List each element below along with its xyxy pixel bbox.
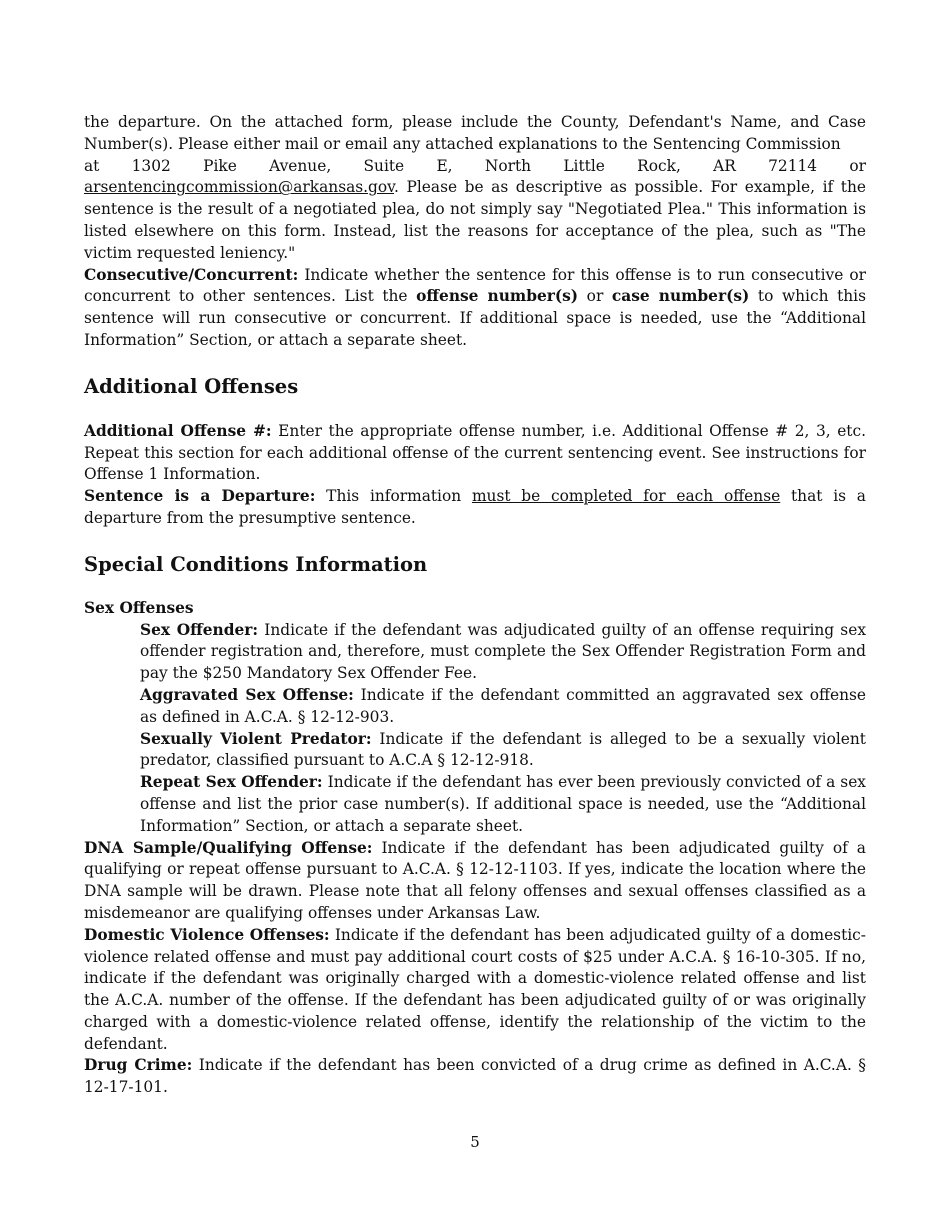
consecutive-concurrent-paragraph bbox=[84, 265, 866, 352]
drug-crime-label: Drug Crime: bbox=[84, 1056, 193, 1075]
sex-offenses-heading: Sex Offenses bbox=[84, 598, 194, 617]
repeat-label: Repeat Sex Offender: bbox=[140, 773, 323, 792]
domestic-violence-text: Indicate if the defendant has been adjudicated guilty of a domestic-violence related offense and must pay additional court costs of $25 under A.C.A. § 16-10-305. If no, indicate if the defendant was originally charged with a domestic-violence related offense and list the A.C.A. number of the offense. If the defendant has been adjudicated guilty of or was originally charged with a domestic-violence related offense, identify the relationship of the victim to the defendant. bbox=[84, 925, 866, 1053]
intro-rest-text: . Please be as descriptive as possible. For example, if the sentence is the result of a negotiated plea, do not simply say "Negotiated Plea." This information is listed elsewhere on this form. Instead, list the reasons for acceptance of the plea, such as "The victim requested leniency." bbox=[84, 178, 866, 262]
dna-sample-paragraph bbox=[84, 838, 866, 925]
consecutive-text: to which this sentence will run consecutive or concurrent. If additional space is needed, use the “Additional Information” Section, or attach a separate sheet. bbox=[84, 287, 867, 349]
sentence-departure-paragraph bbox=[84, 486, 866, 530]
predator-label: Sexually Violent Predator: bbox=[140, 729, 372, 748]
offense-number-term: offense number(s) bbox=[416, 287, 579, 306]
special-conditions-heading: Special Conditions Information bbox=[84, 552, 428, 576]
intro-paragraph-top bbox=[84, 112, 866, 156]
case-number-term: case number(s) bbox=[611, 287, 750, 306]
aggravated-sex-offense-paragraph bbox=[140, 685, 866, 729]
departure-emphasis: must be completed for each offense bbox=[471, 487, 781, 506]
sex-offender-label: Sex Offender: bbox=[140, 620, 259, 639]
additional-offense-number-paragraph bbox=[84, 421, 866, 486]
page-number: 5 bbox=[470, 1133, 480, 1151]
additional-offense-label: Additional Offense #: bbox=[84, 421, 272, 440]
dna-text: Indicate if the defendant has been adjudicated guilty of a qualifying or repeat offense pursuant to A.C.A. § 12-12-1103. If yes, indicate the location where the DNA sample will be drawn. Please note that all felony offenses and sexual offenses classified as a misdemeanor are qualifying offenses under Arkansas Law. bbox=[84, 838, 866, 922]
departure-label: Sentence is a Departure: bbox=[84, 487, 316, 506]
consecutive-text: Indicate whether the sentence for this offense is to run consecutive or concurrent to other sentences. List the bbox=[84, 265, 866, 306]
departure-text: This information bbox=[315, 487, 472, 506]
page-content bbox=[84, 112, 866, 1099]
drug-crime-paragraph bbox=[84, 1055, 866, 1099]
intro-paragraph-rest bbox=[84, 177, 866, 264]
additional-offenses-heading: Additional Offenses bbox=[84, 374, 299, 398]
predator-text: Indicate if the defendant is alleged to be a sexually violent predator, classified pursuant to A.C.A § 12-12-918. bbox=[140, 729, 866, 770]
additional-offense-text: Enter the appropriate offense number, i.e. Additional Offense # 2, 3, etc. Repeat this section for each additional offense of the current sentencing event. See instructions for Offense 1 Information. bbox=[84, 421, 866, 484]
drug-crime-text: Indicate if the defendant has been convicted of a drug crime as defined in A.C.A. § 12-17-101. bbox=[84, 1056, 866, 1097]
sex-offender-paragraph bbox=[140, 620, 866, 685]
sex-offender-text: Indicate if the defendant was adjudicated guilty of an offense requiring sex offender registration and, therefore, must complete the Sex Offender Registration Form and pay the $250 Mandatory Sex Offender Fee. bbox=[140, 620, 866, 683]
intro-text: the departure. On the attached form, please include the County, Defendant's Name, and Case Number(s). Please either mail or email any attached explanations to the Sentencing Commission bbox=[84, 113, 866, 153]
aggravated-label: Aggravated Sex Offense: bbox=[140, 685, 354, 704]
repeat-text: Indicate if the defendant has ever been previously convicted of a sex offense and list the prior case number(s). If additional space is needed, use the “Additional Information” Section, or attach a separate sheet. bbox=[140, 773, 866, 835]
address-line bbox=[84, 156, 866, 178]
consecutive-label: Consecutive/Concurrent: bbox=[84, 265, 299, 284]
address-text: at 1302 Pike Avenue, Suite E, North Little Rock, AR 72114 or bbox=[84, 156, 866, 175]
domestic-violence-label: Domestic Violence Offenses: bbox=[84, 925, 330, 944]
repeat-sex-offender-paragraph bbox=[140, 772, 866, 837]
dna-label: DNA Sample/Qualifying Offense: bbox=[84, 838, 373, 857]
aggravated-text: Indicate if the defendant committed an aggravated sex offense as defined in A.C.A. § 12-12-903. bbox=[140, 685, 866, 726]
sex-offenses-list bbox=[140, 620, 866, 838]
domestic-violence-paragraph bbox=[84, 925, 866, 1056]
email-link[interactable]: arsentencingcommission@arkansas.gov bbox=[84, 178, 395, 197]
departure-text: that is a departure from the presumptive sentence. bbox=[84, 487, 866, 527]
consecutive-text: or bbox=[578, 287, 612, 306]
sexually-violent-predator-paragraph bbox=[140, 729, 866, 773]
